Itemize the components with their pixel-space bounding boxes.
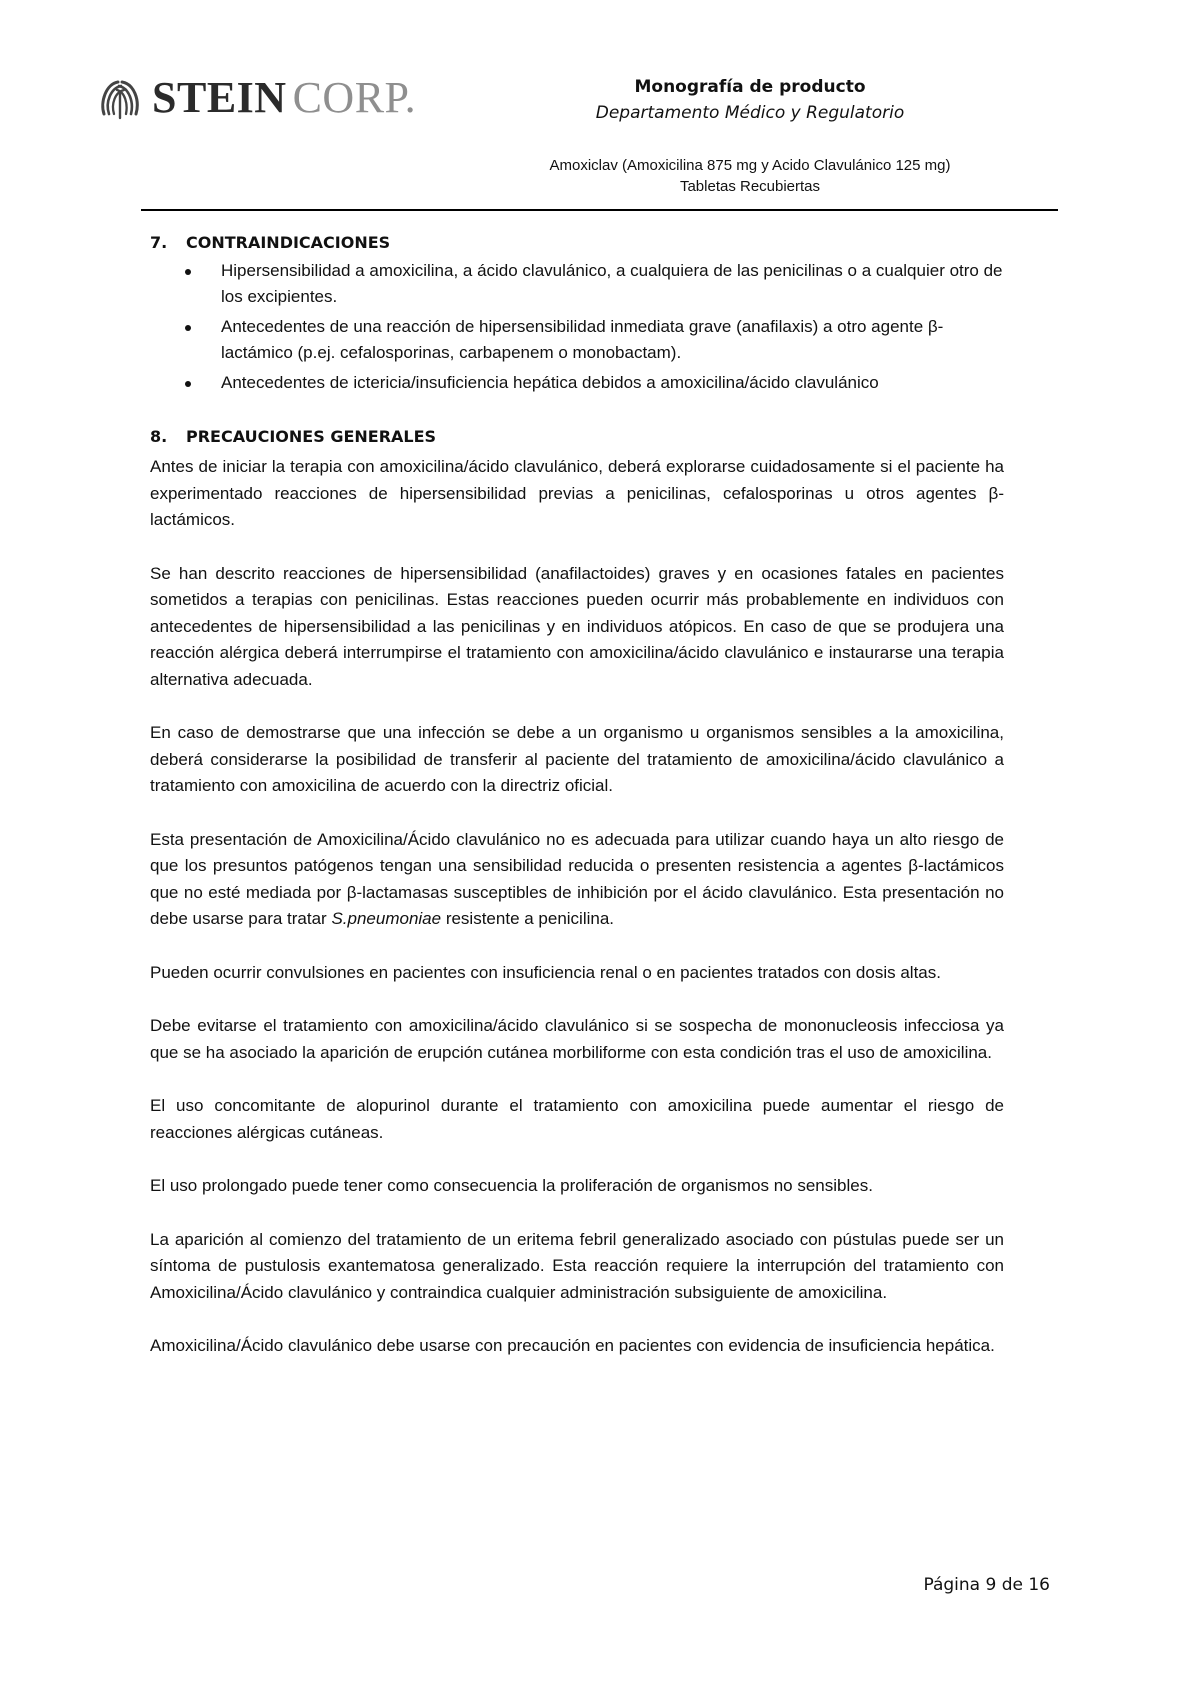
company-logo: [96, 72, 416, 124]
contraindications-list: [150, 258, 1004, 396]
section-number: 7.: [150, 233, 168, 252]
paragraph-text: Esta presentación de Amoxicilina/Ácido clavulánico no es adecuada para utilizar cuando haya un alto riesgo de que los presuntos patógenos tengan una sensibilidad reducida o presenten resistencia a agentes β-lactámicos que no esté mediada por β-lactamasas susceptibles de inhibición por el ácido clavulánico. Esta presentación no debe usarse para tratar: [150, 829, 1004, 928]
product-form-line: Tabletas Recubiertas: [679, 178, 821, 195]
section-contraindicaciones: [150, 232, 1004, 396]
logo-secondary-text: CORP.: [292, 73, 417, 122]
paragraph: Se han descrito reacciones de hipersensibilidad (anafilactoides) graves y en ocasiones fatales en pacientes sometidos a terapias con penicilinas. Estas reacciones pueden ocurrir más probablemente en individuos con antecedentes de hipersensibilidad a las penicilinas y en individuos atópicos. En caso de que se produjera una reacción alérgica deberá interrumpirse el tratamiento con amoxicilina/ácido clavulánico e instaurarse una terapia alternativa adecuada.: [150, 563, 1004, 689]
section-heading: [150, 426, 1004, 448]
logo-wordmark: [152, 73, 417, 122]
section-precauciones-generales: [150, 426, 1004, 1360]
list-item: Antecedentes de una reacción de hipersensibilidad inmediata grave (anafilaxis) a otro agente β-lactámico (p.ej. cefalosporinas, carbapenem o monobactam).: [185, 314, 1004, 366]
paragraph: Amoxicilina/Ácido clavulánico debe usarse con precaución en pacientes con evidencia de insuficiencia hepática.: [150, 1336, 995, 1355]
section-heading: [150, 232, 1004, 254]
list-item: Hipersensibilidad a amoxicilina, a ácido clavulánico, a cualquiera de las penicilinas o a cualquier otro de los excipientes.: [185, 258, 1004, 310]
document-body: [150, 232, 1004, 1387]
section-title-text: PRECAUCIONES GENERALES: [186, 427, 437, 446]
product-description: [500, 155, 1000, 197]
department-subtitle: Departamento Médico y Regulatorio: [595, 103, 905, 123]
header-divider: [141, 209, 1058, 211]
paragraph: Pueden ocurrir convulsiones en pacientes con insuficiencia renal o en pacientes tratados con dosis altas.: [150, 962, 941, 982]
paragraph: El uso concomitante de alopurinol durante el tratamiento con amoxicilina puede aumentar el riesgo de reacciones alérgicas cutáneas.: [150, 1096, 1004, 1142]
paragraph: La aparición al comienzo del tratamiento de un eritema febril generalizado asociado con pústulas puede ser un síntoma de pustulosis exantematosa generalizado. Esta reacción requiere la interrupción del tratamiento con Amoxicilina/Ácido clavulánico y contraindica cualquier administración subsiguiente de amoxicilina.: [150, 1229, 1004, 1302]
monograph-title: Monografía de producto: [634, 77, 866, 97]
stein-corp-swirl-logo-icon: [96, 74, 144, 122]
organism-name: S.pneumoniae: [331, 909, 442, 928]
section-title-text: CONTRAINDICACIONES: [186, 233, 391, 252]
paragraph: Debe evitarse el tratamiento con amoxicilina/ácido clavulánico si se sospecha de mononucleosis infecciosa ya que se ha asociado la aparición de erupción cutánea morbiliforme con esta condición tras el uso de amoxicilina.: [150, 1016, 1004, 1062]
paragraph: [150, 827, 1004, 933]
list-item: Antecedentes de ictericia/insuficiencia hepática debidos a amoxicilina/ácido clavulánico: [185, 370, 1004, 396]
section-number: 8.: [150, 427, 168, 446]
paragraph: Antes de iniciar la terapia con amoxicilina/ácido clavulánico, deberá explorarse cuidadosamente si el paciente ha experimentado reacciones de hipersensibilidad previas a penicilinas, cefalosporinas u otros agentes β-lactámicos.: [150, 457, 1004, 529]
paragraph: En caso de demostrarse que una infección se debe a un organismo u organismos sensibles a la amoxicilina, deberá considerarse la posibilidad de transferir al paciente del tratamiento de amoxicilina/ácido clavulánico a tratamiento con amoxicilina de acuerdo con la directriz oficial.: [150, 723, 1004, 795]
logo-primary-text: STEIN: [152, 73, 287, 122]
paragraph: El uso prolongado puede tener como consecuencia la proliferación de organismos no sensibles.: [150, 1176, 873, 1195]
document-header: [540, 74, 960, 126]
paragraph-text: resistente a penicilina.: [441, 909, 615, 928]
page-number: Página 9 de 16: [923, 1575, 1050, 1595]
product-name-line: Amoxiclav (Amoxicilina 875 mg y Acido Clavulánico 125 mg): [549, 157, 951, 174]
